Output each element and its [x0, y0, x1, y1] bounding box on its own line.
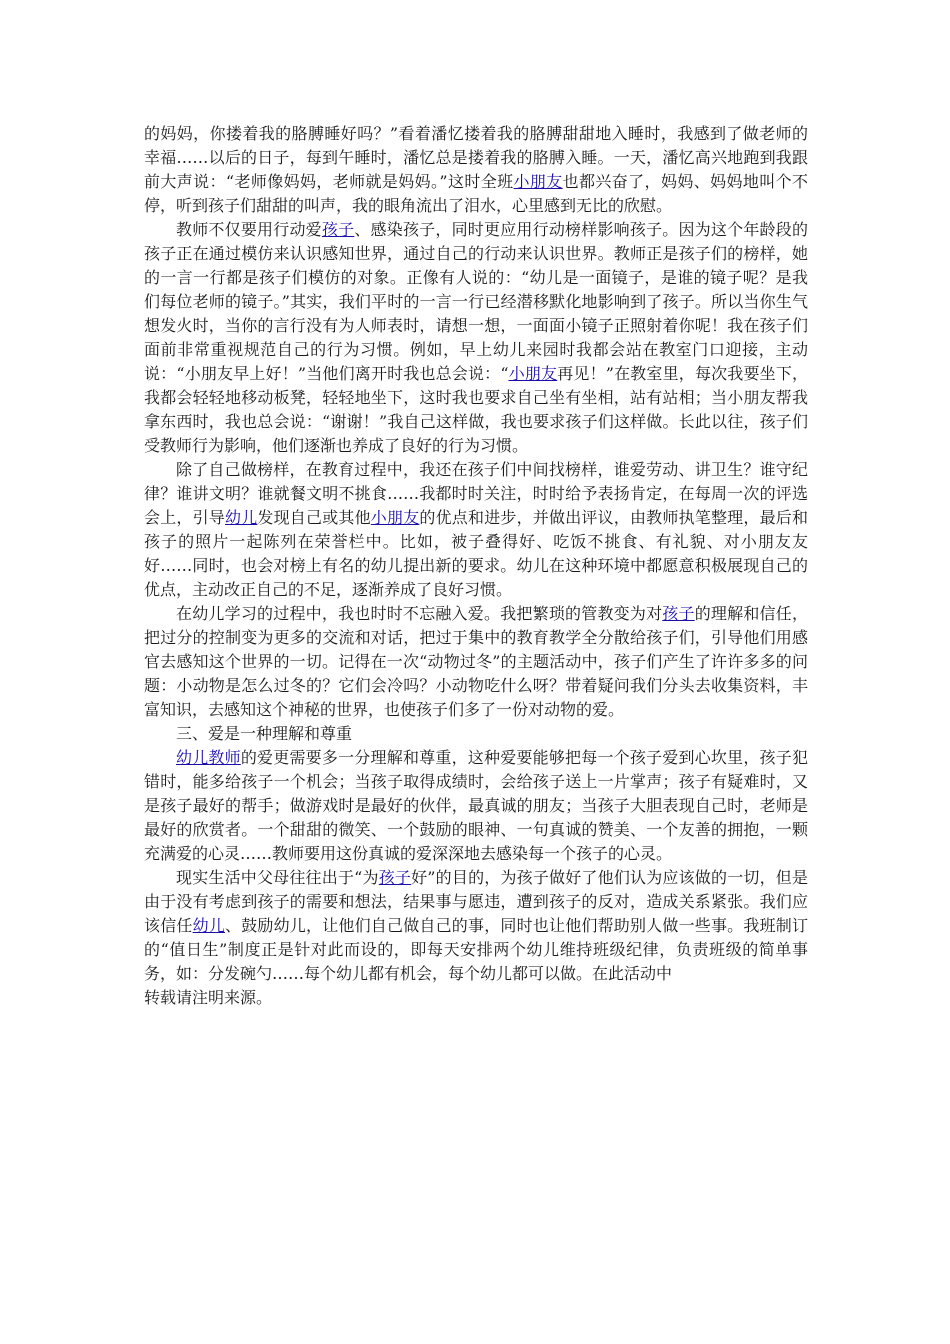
- inline-link[interactable]: 小朋友: [513, 172, 563, 191]
- text-run: 除了自己做榜样，在教育过程中，我还在孩子们中间找榜样，谁爱劳动、讲卫生？谁守纪律？谁讲文明？谁就餐文明不挑食……我都时时关注，时时给予表扬肯定，在每周一次的评选会上，引导: [144, 460, 808, 527]
- paragraph-6: [144, 866, 808, 986]
- text-run: 教师不仅要用行动爱: [176, 220, 322, 239]
- inline-link[interactable]: 小朋友: [370, 508, 420, 527]
- inline-link[interactable]: 孩子: [378, 868, 412, 887]
- text-run: 再见！”在教室里，每次我要坐下，我都会轻轻地移动板凳，轻轻地坐下，这时我也要求自己坐有坐相，站有站相；当小朋友帮我拿东西时，我也总会说：“谢谢！”我自己这样做，我也要求孩子们这样做。长此以往，孩子们受教师行为影响，他们逐渐也养成了良好的行为习惯。: [144, 364, 808, 455]
- paragraph-1: [144, 122, 808, 218]
- text-run: 现实生活中父母往往出于“为: [176, 868, 379, 887]
- section-heading-3: 三、爱是一种理解和尊重: [176, 724, 353, 743]
- inline-link[interactable]: 小朋友: [508, 364, 558, 383]
- text-run: 的爱更需要多一分理解和尊重，这种爱要能够把每一个孩子爱到心坎里，孩子犯错时，能多给孩子一个机会；当孩子取得成绩时，会给孩子送上一片掌声；孩子有疑难时，又是孩子最好的帮手；做游戏时是最好的伙伴，最真诚的朋友；当孩子大胆表现自己时，老师是最好的欣赏者。一个甜甜的微笑、一个鼓励的眼神、一句真诚的赞美、一个友善的拥抱，一颗充满爱的心灵……教师要用这份真诚的爱深深地去感染每一个孩子的心灵。: [144, 748, 808, 863]
- text-run: 的理解和信任，把过分的控制变为更多的交流和对话，把过于集中的教育教学全分散给孩子们，引导他们用感官去感知这个世界的一切。记得在一次“动物过冬”的主题活动中，孩子们产生了许许多多的问题：小动物是怎么过冬的？它们会冷吗？小动物吃什么呀？带着疑问我们分头去收集资料，丰富知识，去感知这个神秘的世界，也使孩子们多了一份对动物的爱。: [144, 604, 808, 719]
- text-run: 、鼓励幼儿，让他们自己做自己的事，同时也让他们帮助别人做一些事。我班制订的“值日生”制度正是针对此而设的，即每天安排两个幼儿维持班级纪律，负责班级的简单事务，如：分发碗勺……每个幼儿都有机会，每个幼儿都可以做。在此活动中: [144, 916, 808, 983]
- paragraph-5: [144, 746, 808, 866]
- inline-link[interactable]: 幼儿: [225, 508, 258, 527]
- text-run: 的妈妈，你搂着我的胳膊睡好吗？”看着潘忆搂着我的胳膊甜甜地入睡时，我感到了做老师的幸福……以后的日子，每到午睡时，潘忆总是搂着我的胳膊入睡。一天，潘忆高兴地跑到我跟前大声说：“老师像妈妈，老师就是妈妈。”这时全班: [144, 124, 808, 191]
- inline-link[interactable]: 孩子: [662, 604, 695, 623]
- text-run: 好”的目的，为孩子做好了他们认为应该做的一切，但是由于没有考虑到孩子的需要和想法，结果事与愿违，遭到孩子的反对，造成关系紧张。我们应该信任: [144, 868, 808, 935]
- inline-link[interactable]: 幼儿教师: [176, 748, 241, 767]
- text-run: 在幼儿学习的过程中，我也时时不忘融入爱。我把繁琐的管教变为对: [176, 604, 663, 623]
- inline-link[interactable]: 孩子: [321, 220, 355, 239]
- text-run: 、感染孩子，同时更应用行动榜样影响孩子。因为这个年龄段的孩子正在通过模仿来认识感知世界，通过自己的行动来认识世界。教师正是孩子们的榜样，她的一言一行都是孩子们模仿的对象。正像有人说的：“幼儿是一面镜子，是谁的镜子呢？是我们每位老师的镜子。”其实，我们平时的一言一行已经潜移默化地影响到了孩子。所以当你生气想发火时，当你的言行没有为人师表时，请想一想，一面面小镜子正照射着你呢！我在孩子们面前非常重视规范自己的行为习惯。例如，早上幼儿来园时我都会站在教室门口迎接，主动说：“小朋友早上好！”当他们离开时我也总会说：“: [144, 220, 808, 383]
- source-note: 转载请注明来源。: [144, 988, 273, 1007]
- paragraph-3: [144, 458, 808, 602]
- paragraph-2: [144, 218, 808, 458]
- paragraph-4: [144, 602, 808, 722]
- text-run: 也都兴奋了，妈妈、妈妈地叫个不停，听到孩子们甜甜的叫声，我的眼角流出了泪水，心里感到无比的欣慰。: [144, 172, 808, 215]
- text-run: 的优点和进步，并做出评议，由教师执笔整理，最后和孩子的照片一起陈列在荣誉栏中。比如，被子叠得好、吃饭不挑食、有礼貌、对小朋友友好……同时，也会对榜上有名的幼儿提出新的要求。幼儿在这种环境中都愿意积极展现自己的优点，主动改正自己的不足，逐渐养成了良好习惯。: [144, 508, 808, 599]
- article-body: [144, 122, 808, 1010]
- text-run: 发现自己或其他: [257, 508, 371, 527]
- inline-link[interactable]: 幼儿: [192, 916, 226, 935]
